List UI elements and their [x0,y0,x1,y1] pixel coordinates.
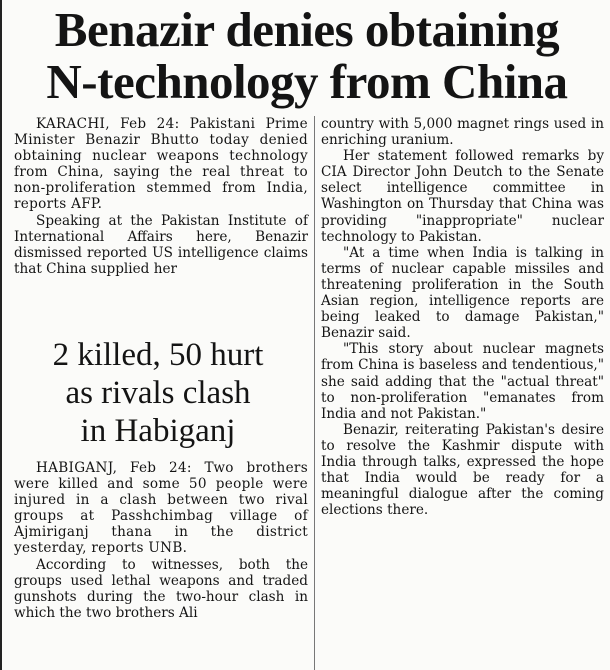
second-headline-line-1: 2 killed, 50 hurt [52,337,264,373]
main-story-paragraph: Benazir, reiterating Pakistan's desire to resolve the Kashmir dispute with India through talks, expressed the hope that India would be ready for a meaningful dialogue after the coming elections there. [321,421,604,519]
main-story-paragraph: country with 5,000 magnet rings used in enriching uranium. [321,116,604,149]
main-story-paragraph: "This story about nuclear magnets from China is baseless and tendentious," she said adding that the "actual threat" to non-proliferation "emanates from India and not Pakistan." [321,341,604,422]
main-story-paragraph: KARACHI, Feb 24: Pakistani Prime Minister Benazir Bhutto today denied obtaining nuclear weapons technology from China, saying the real threat to non-proliferation stemmed from India, reports AFP. [14,116,308,213]
main-headline [10,4,604,108]
second-story-paragraph: According to witnesses, both the groups used lethal weapons and traded gunshots during the two-hour clash in which the two brothers Ali [14,556,308,621]
second-story-paragraph: HABIGANJ, Feb 24: Two brothers were killed and some 50 people were injured in a clash between two rival groups at Passhchimbag village of Ajmiriganj thana in the district yesterday, reports UNB. [14,460,308,557]
headline-line-1: Benazir denies obtaining [54,2,560,57]
second-headline-line-3: in Habiganj [80,413,236,449]
column-divider [314,116,315,670]
main-story-paragraph: "At a time when India is talking in terms of nuclear capable missiles and threatening proliferation in the South Asian region, intelligence reports are being leaked to damage Pakistan," Benazir said. [321,244,604,342]
second-headline-line-2: as rivals clash [65,375,251,411]
second-story-body [14,460,308,621]
main-story-paragraph: Her statement followed remarks by CIA Director John Deutch to the Senate select intelligence committee in Washington on Thursday that China was providing "inappropriate" nuclear technology to Pakistan. [321,148,604,245]
second-story-headline [8,336,308,450]
main-story-paragraph: Speaking at the Pakistan Institute of International Affairs here, Benazir dismissed reported US intelligence claims that China supplied her [14,212,308,277]
headline-line-2: N-technology from China [46,54,568,109]
main-story-right-column [321,116,604,518]
main-story-left-column [14,116,308,277]
